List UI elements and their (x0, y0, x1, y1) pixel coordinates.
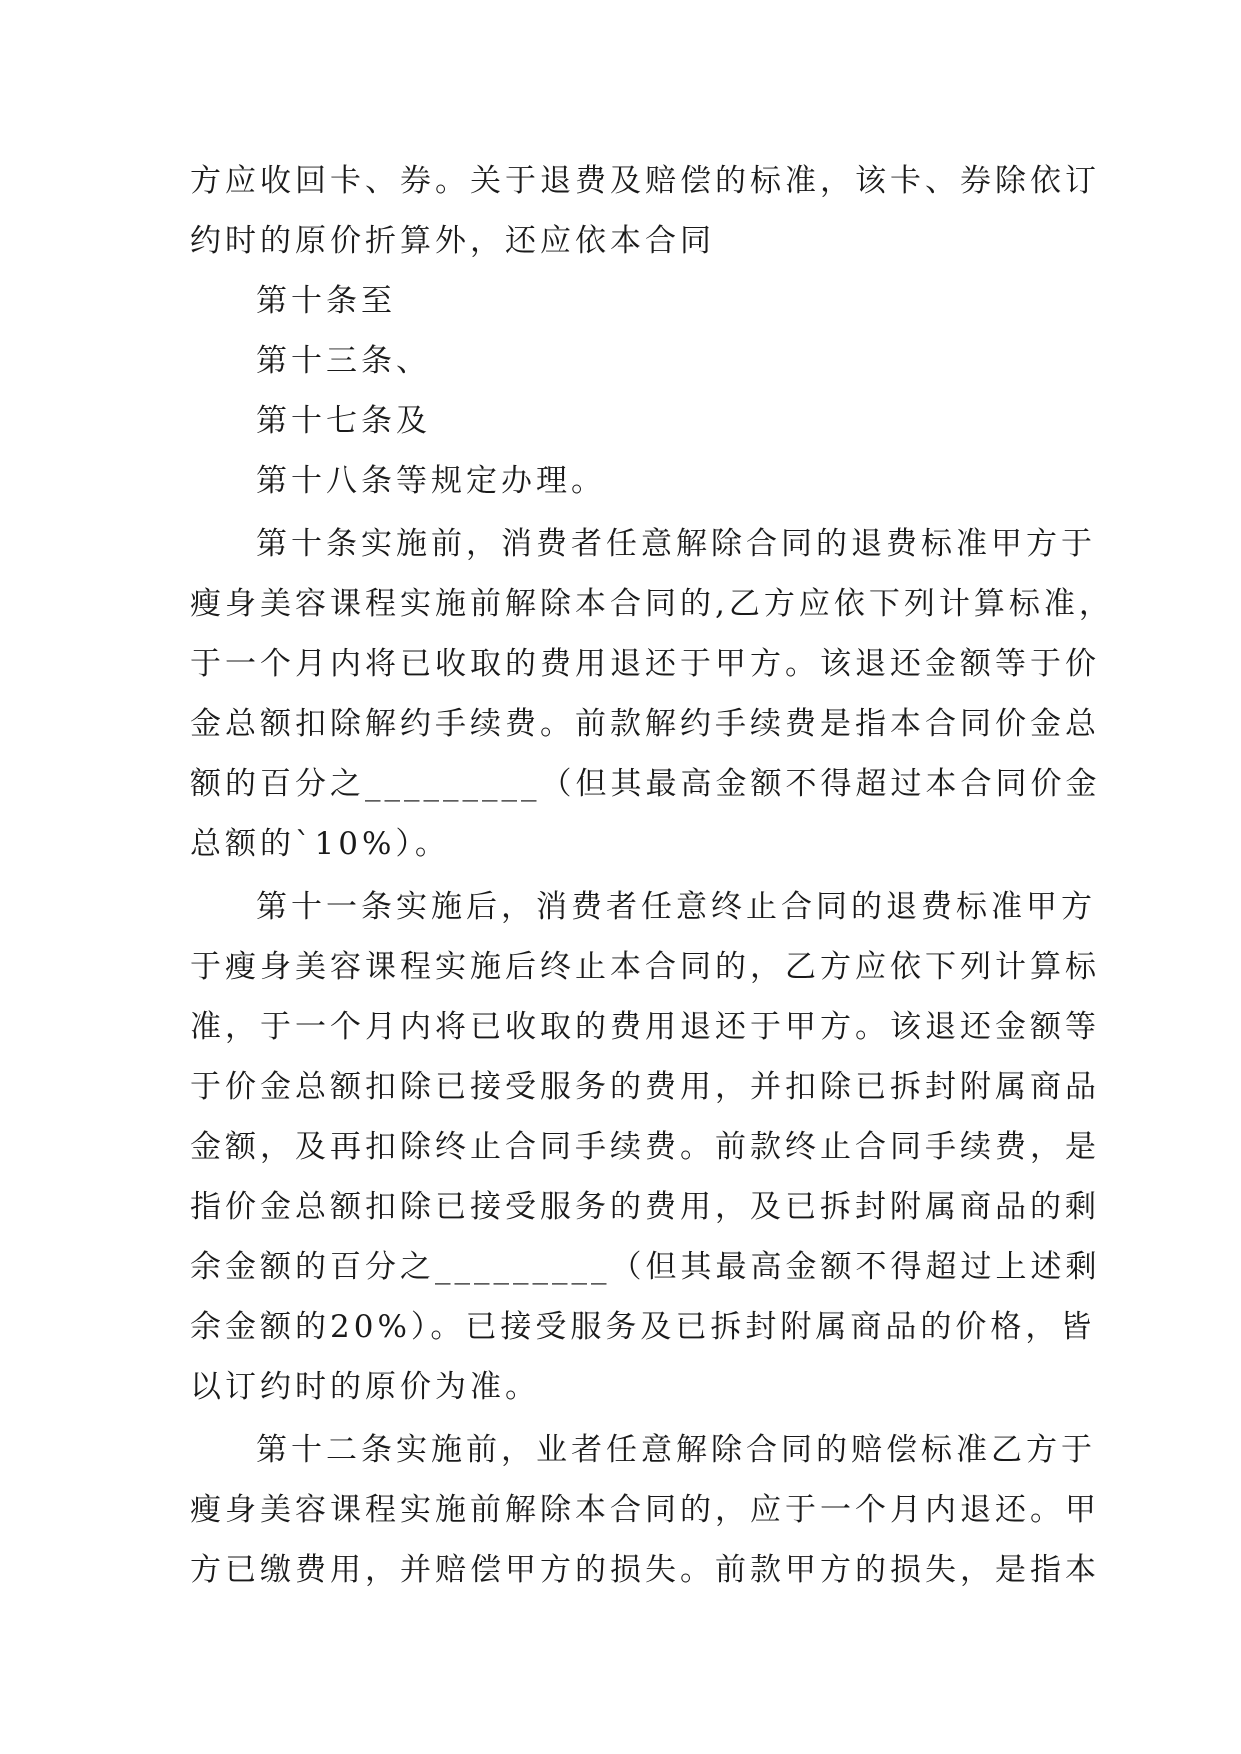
text-line: 瘦身美容课程实施前解除本合同的，应于一个月内退还。甲 (190, 1492, 1100, 1528)
text-line: 方应收回卡、券。关于退费及赔偿的标准，该卡、券除依订 (190, 163, 1100, 199)
text-line: 总额的`10%）。 (190, 826, 450, 862)
text-line: 于一个月内将已收取的费用退还于甲方。该退还金额等于价 (190, 646, 1100, 682)
text-line: 准，于一个月内将已收取的费用退还于甲方。该退还金额等 (190, 1009, 1100, 1045)
clause-heading-line: 第十一条实施后，消费者任意终止合同的退费标准甲方 (256, 889, 1096, 925)
clause-reference: 第十三条、 (256, 343, 431, 379)
text-line: 余金额的百分之_________（但其最高金额不得超过上述剩 (190, 1249, 1101, 1285)
clause-reference: 第十八条等规定办理。 (256, 463, 606, 499)
text-line: 金额，及再扣除终止合同手续费。前款终止合同手续费，是 (190, 1129, 1100, 1165)
document-page (190, 151, 1114, 1600)
text-line: 约时的原价折算外，还应依本合同 (190, 223, 715, 259)
text-line: 瘦身美容课程实施前解除本合同的,乙方应依下列计算标准， (190, 586, 1114, 622)
text-line: 以订约时的原价为准。 (190, 1369, 540, 1405)
text-line: 于瘦身美容课程实施后终止本合同的，乙方应依下列计算标 (190, 949, 1100, 985)
text-line: 余金额的20%）。已接受服务及已拆封附属商品的价格，皆 (190, 1309, 1096, 1345)
clause-reference: 第十七条及 (256, 403, 431, 439)
clause-reference: 第十条至 (256, 283, 396, 319)
clause-heading-line: 第十条实施前，消费者任意解除合同的退费标准甲方于 (256, 526, 1096, 562)
text-line: 方已缴费用，并赔偿甲方的损失。前款甲方的损失，是指本 (190, 1552, 1100, 1588)
text-line: 金总额扣除解约手续费。前款解约手续费是指本合同价金总 (190, 706, 1100, 742)
clause-heading-line: 第十二条实施前，业者任意解除合同的赔偿标准乙方于 (256, 1432, 1096, 1468)
text-line: 指价金总额扣除已接受服务的费用，及已拆封附属商品的剩 (190, 1189, 1100, 1225)
text-line: 额的百分之_________（但其最高金额不得超过本合同价金 (190, 766, 1101, 802)
text-line: 于价金总额扣除已接受服务的费用，并扣除已拆封附属商品 (190, 1069, 1100, 1105)
